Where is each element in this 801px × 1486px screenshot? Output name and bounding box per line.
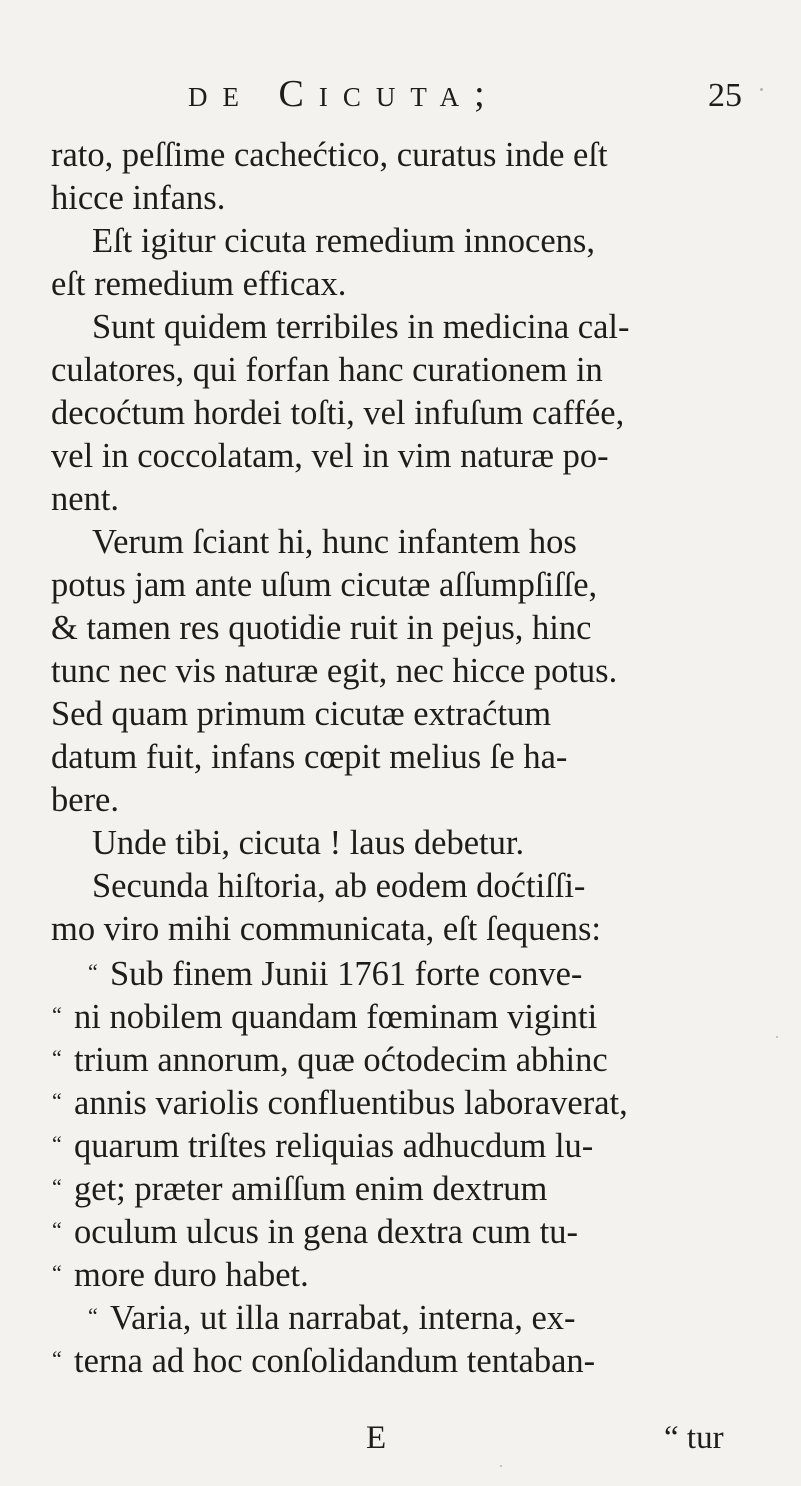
quote-mark: “ — [52, 1260, 62, 1285]
text-line: Sunt quidem terribiles in medicina cal- — [92, 308, 630, 346]
text-line: “ trium annorum, quæ oćtodecim abhinc — [52, 1037, 608, 1081]
text-line: Verum ſciant hi, hunc infantem hos — [92, 523, 577, 561]
text-line: mo viro mihi communicata, eſt ſequens: — [51, 910, 601, 948]
text-line: Eſt igitur cicuta remedium innocens, — [92, 222, 595, 260]
text-line: “ Sub finem Junii 1761 forte conve- — [88, 951, 582, 995]
signature-mark: E — [366, 1420, 387, 1456]
text-line: bere. — [51, 781, 119, 819]
text-line: hicce infans. — [51, 179, 226, 217]
text-line: potus jam ante uſum cicutæ aſſumpſiſſe, — [51, 566, 598, 604]
text-line: “ oculum ulcus in gena dextra cum tu- — [52, 1209, 578, 1253]
quote-mark: “ — [52, 1131, 62, 1156]
running-header — [0, 72, 801, 122]
text-line: tunc nec vis naturæ egit, nec hicce potus. — [51, 652, 618, 690]
text-line: culatores, qui forfan hanc curationem in — [51, 351, 603, 389]
catchword: “ tur — [664, 1420, 724, 1456]
paper-speck — [776, 1036, 778, 1038]
text-line: “ terna ad hoc conſolidandum tentaban- — [52, 1338, 595, 1382]
text-line: Secunda hiſtoria, ab eodem doćtiſſi- — [92, 867, 586, 905]
quote-mark: “ — [52, 1002, 62, 1027]
text-line: rato, peſſime cachećtico, curatus inde eſt — [51, 136, 608, 174]
text-line: datum fuit, infans cœpit melius ſe ha- — [51, 738, 568, 776]
text-line: “ Varia, ut illa narrabat, interna, ex- — [88, 1295, 576, 1339]
paper-speck — [500, 1465, 502, 1467]
text-line: “ quarum triſtes reliquias adhucdum lu- — [52, 1123, 593, 1167]
quote-mark: “ — [52, 1088, 62, 1113]
text-line: “ ni nobilem quandam fœminam viginti — [52, 994, 597, 1038]
quote-mark: “ — [52, 1217, 62, 1242]
quote-mark: “ — [52, 1045, 62, 1070]
text-line: “ get; præter amiſſum enim dextrum — [52, 1166, 547, 1210]
text-line: & tamen res quotidie ruit in pejus, hinc — [51, 609, 592, 647]
quote-mark: “ — [88, 959, 98, 984]
text-line: “ annis variolis confluentibus laboraverat, — [52, 1080, 628, 1124]
text-line: vel in coccolatam, vel in vim naturæ po- — [51, 437, 609, 475]
quote-mark: “ — [52, 1346, 62, 1371]
text-line: nent. — [51, 480, 120, 518]
paper-speck — [760, 88, 763, 91]
text-line: Sed quam primum cicutæ extraćtum — [51, 695, 552, 733]
running-title: de Cicuta; — [188, 73, 500, 115]
text-line: eſt remedium efficax. — [51, 265, 347, 303]
text-line: Unde tibi, cicuta ! laus debetur. — [92, 824, 525, 862]
quote-mark: “ — [88, 1303, 98, 1328]
quote-mark: “ — [52, 1174, 62, 1199]
text-line: “ more duro habet. — [52, 1252, 309, 1296]
page-number: 25 — [708, 77, 742, 114]
text-line: decoćtum hordei toſti, vel infuſum caffée, — [51, 394, 625, 432]
